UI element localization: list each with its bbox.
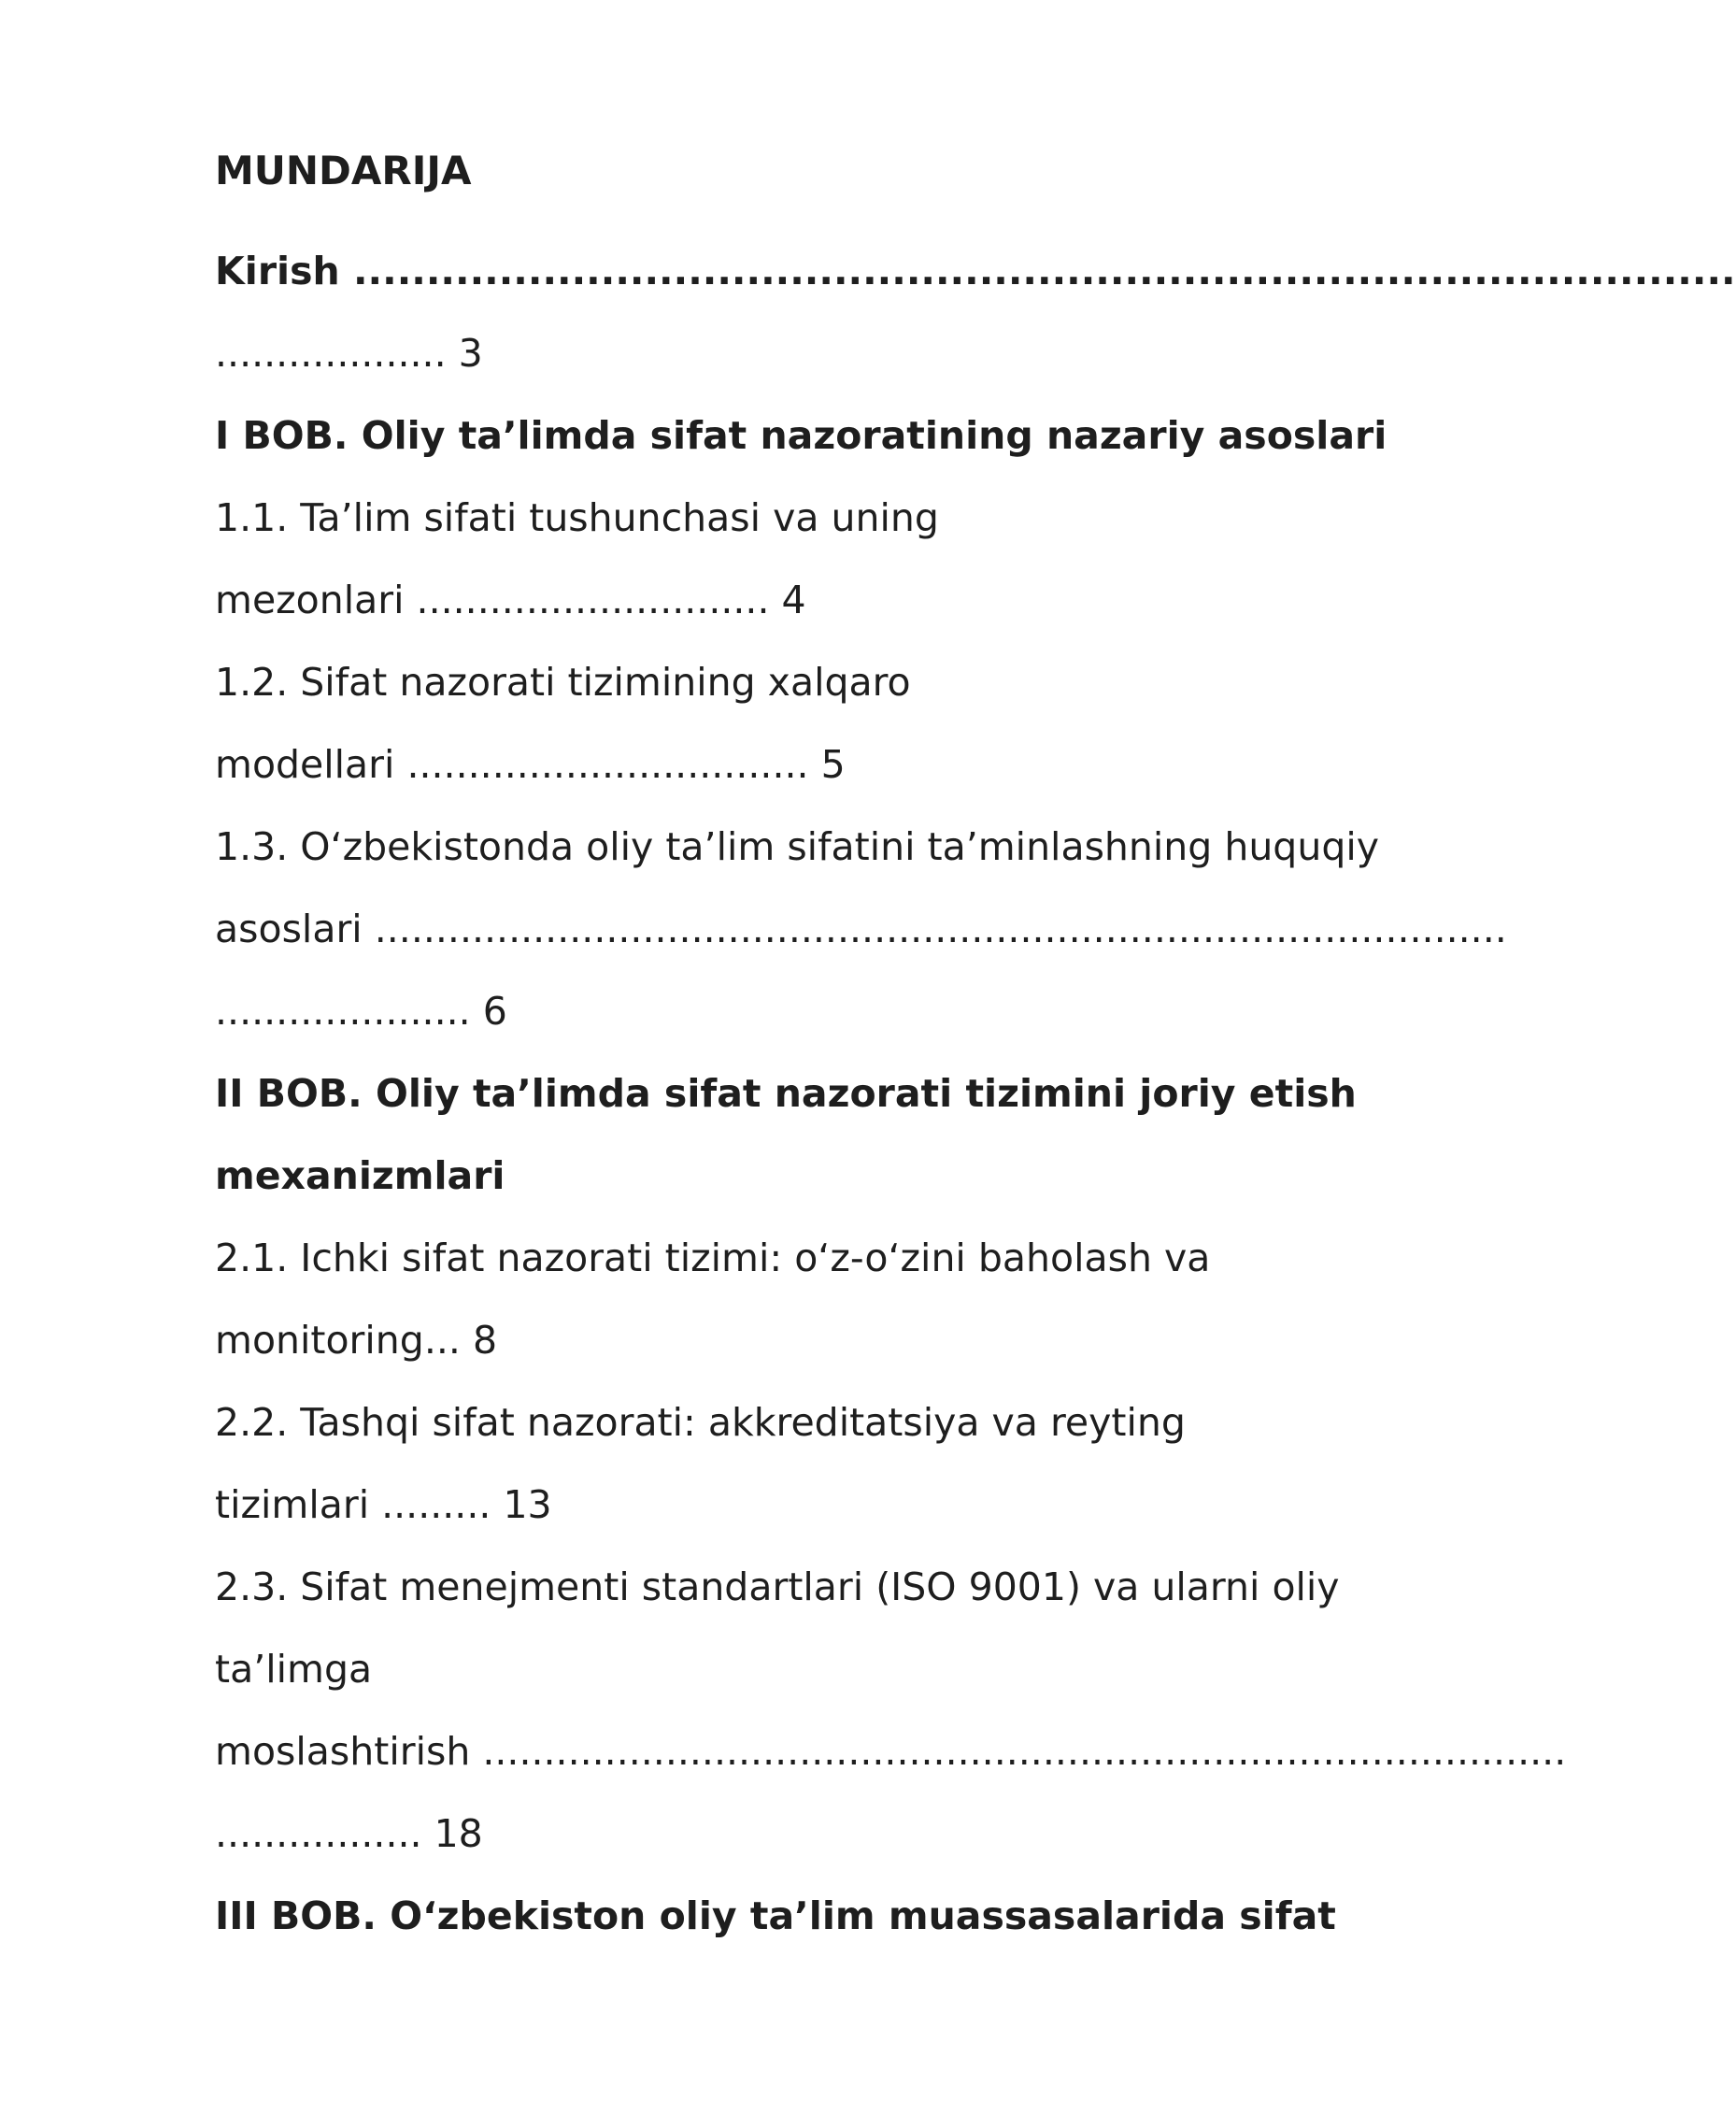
toc-item-1-3-line2: asoslari ............................................................................................. xyxy=(215,907,1507,951)
table-of-contents xyxy=(215,140,1736,1957)
toc-chapter-2-line2: mexanizmlari xyxy=(215,1153,505,1198)
toc-intro-line2: ................... 3 xyxy=(215,331,483,376)
toc-item-1-3-line1: 1.3. O‘zbekistonda oliy ta’lim sifatini ta’minlashning huquqiy xyxy=(215,824,1379,869)
toc-item-2-1-line2: monitoring... 8 xyxy=(215,1318,498,1363)
toc-item-1-3-line3: ..................... 6 xyxy=(215,989,507,1034)
toc-item-2-3-line3: moslashtirish ......................................................................................... xyxy=(215,1729,1567,1774)
toc-item-2-3-line1: 2.3. Sifat menejmenti standartlari (ISO 9001) va ularni oliy xyxy=(215,1564,1340,1609)
toc-item-1-1-line2: mezonlari ............................. 4 xyxy=(215,578,806,622)
toc-lines xyxy=(215,230,1736,1957)
toc-item-2-1-line1: 2.1. Ichki sifat nazorati tizimi: o‘z-o‘zini baholash va xyxy=(215,1236,1211,1280)
toc-item-2-2-line1: 2.2. Tashqi sifat nazorati: akkreditatsiya va reyting xyxy=(215,1400,1186,1445)
toc-intro-line1: Kirish ............................................................................................... xyxy=(215,249,1736,293)
toc-chapter-3-line1: III BOB. O‘zbekiston oliy ta’lim muassasalarida sifat xyxy=(215,1893,1336,1938)
toc-item-1-2-line2: modellari ................................. 5 xyxy=(215,742,846,787)
toc-chapter-1: I BOB. Oliy ta’limda sifat nazoratining nazariy asoslari xyxy=(215,413,1387,458)
toc-chapter-2-line1: II BOB. Oliy ta’limda sifat nazorati tizimini joriy etish xyxy=(215,1071,1357,1116)
toc-item-1-2-line1: 1.2. Sifat nazorati tizimining xalqaro xyxy=(215,660,911,705)
toc-item-2-2-line2: tizimlari ......... 13 xyxy=(215,1482,552,1527)
toc-item-2-3-line2: ta’limga xyxy=(215,1647,373,1692)
toc-item-1-1-line1: 1.1. Ta’lim sifati tushunchasi va uning xyxy=(215,495,939,540)
toc-item-2-3-line4: ................. 18 xyxy=(215,1811,483,1856)
toc-title: MUNDARIJA xyxy=(215,148,472,193)
